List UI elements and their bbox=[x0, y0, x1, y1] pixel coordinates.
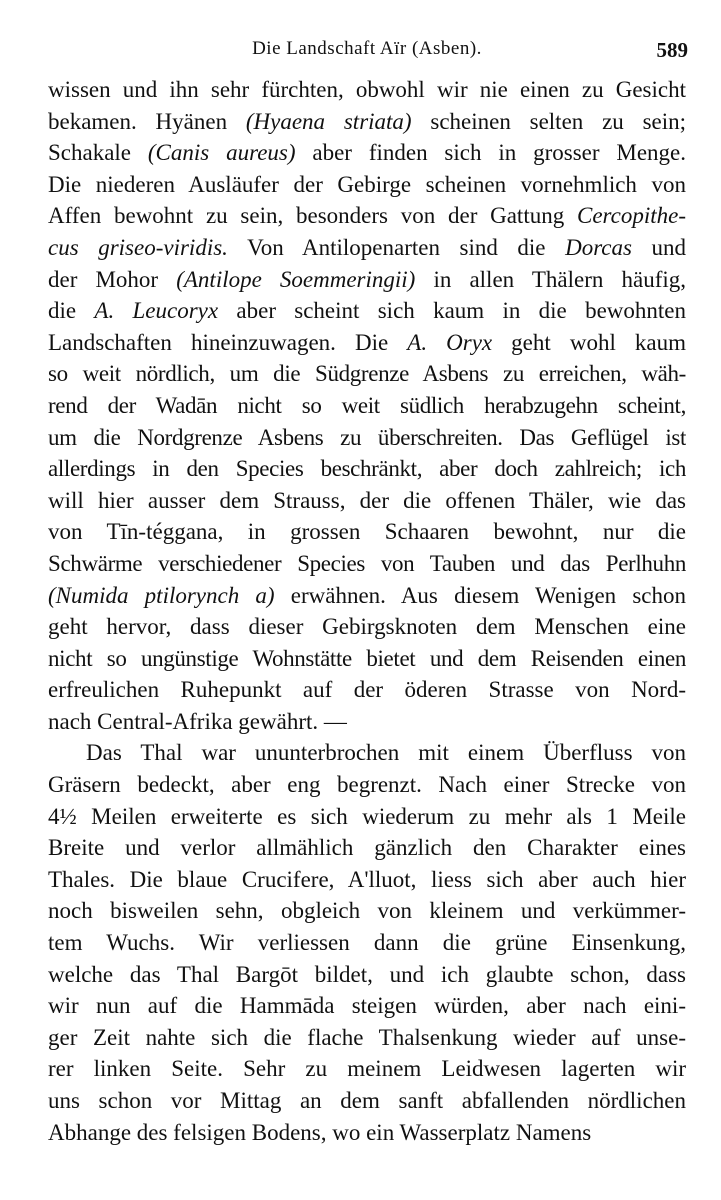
text-run: Affen bewohnt zu sein, besonders von der Gattung bbox=[48, 203, 577, 229]
running-title: Die Landschaft Aïr (Asben). bbox=[252, 38, 482, 59]
text-run: nicht so ungünstige Wohnstätte bietet und dem Reisenden einen bbox=[48, 645, 686, 671]
text-line bbox=[48, 232, 686, 264]
text-line bbox=[48, 1117, 686, 1149]
text-line bbox=[48, 611, 686, 643]
text-line bbox=[48, 706, 686, 738]
italic-term: (Canis aureus) bbox=[147, 140, 296, 166]
text-run: ger Zeit nahte sich die flache Thalsenkung wieder auf unse- bbox=[48, 1024, 686, 1050]
text-run: in allen Thälern häufig, bbox=[415, 266, 686, 292]
text-run: und bbox=[631, 234, 686, 260]
text-run: will hier ausser dem Strauss, der die offenen Thäler, wie das bbox=[48, 487, 686, 513]
text-line bbox=[48, 643, 686, 675]
text-run: scheinen selten zu sein; bbox=[411, 108, 686, 134]
text-line bbox=[48, 1022, 686, 1054]
text-run: bekamen. Hyänen bbox=[48, 108, 246, 134]
text-run: Gräsern bedeckt, aber eng begrenzt. Nach einer Strecke von bbox=[48, 772, 686, 798]
text-line bbox=[48, 106, 686, 138]
text-run: um die Nordgrenze Asbens zu überschreiten. Das Geflügel ist bbox=[48, 424, 686, 450]
text-line bbox=[48, 1085, 686, 1117]
italic-term: (Numida ptilorynch a) bbox=[48, 582, 275, 608]
text-line bbox=[48, 137, 686, 169]
text-run: Die niederen Ausläufer der Gebirge scheinen vornehmlich von bbox=[48, 171, 686, 197]
text-run: nach Central-Afrika gewährt. — bbox=[48, 708, 347, 734]
text-line bbox=[48, 674, 686, 706]
text-run: 4½ Meilen erweiterte es sich wiederum zu mehr als 1 Meile bbox=[48, 803, 686, 829]
running-head bbox=[48, 36, 686, 64]
text-run: wissen und ihn sehr fürchten, obwohl wir nie einen zu Gesicht bbox=[48, 77, 686, 102]
text-run: wir nun auf die Hammāda steigen würden, aber nach eini- bbox=[48, 993, 686, 1019]
text-line bbox=[48, 485, 686, 517]
text-run: welche das Thal Bargōt bildet, und ich glaubte schon, dass bbox=[48, 961, 686, 987]
text-line bbox=[48, 959, 686, 991]
text-run: geht wohl kaum bbox=[492, 329, 686, 355]
text-run: noch bisweilen sehn, obgleich von kleinem und verkümmer- bbox=[48, 898, 686, 924]
text-run: uns schon vor Mittag an dem sanft abfallenden nördlichen bbox=[48, 1088, 686, 1113]
text-run: rend der Wadān nicht so weit südlich herabzugehn scheint, bbox=[48, 392, 686, 418]
text-run: der Mohor bbox=[48, 266, 177, 292]
text-run: Abhange des felsigen Bodens, wo ein Wasserplatz Namens bbox=[48, 1119, 592, 1145]
text-line bbox=[48, 358, 686, 390]
text-line bbox=[48, 1053, 686, 1085]
text-run: Thales. Die blaue Crucifere, A'lluot, liess sich aber auch hier bbox=[48, 866, 686, 892]
text-run: Landschaften hineinzuwagen. Die bbox=[48, 329, 408, 355]
page-number: 589 bbox=[656, 38, 688, 62]
text-line bbox=[48, 737, 686, 769]
text-line bbox=[48, 453, 686, 485]
text-run: erwähnen. Aus diesem Wenigen schon bbox=[274, 582, 686, 608]
text-line bbox=[48, 548, 686, 580]
italic-term: (Antilope Soemmeringii) bbox=[176, 266, 416, 292]
text-run: geht hervor, dass dieser Gebirgsknoten dem Menschen eine bbox=[48, 614, 686, 640]
text-run: so weit nördlich, um die Südgrenze Asbens zu erreichen, wäh- bbox=[48, 361, 686, 387]
text-run: Breite und verlor allmählich gänzlich den Charakter eines bbox=[48, 835, 686, 861]
text-run: erfreulichen Ruhepunkt auf der öderen Strasse von Nord- bbox=[48, 677, 686, 703]
text-run: allerdings in den Species beschränkt, aber doch zahlreich; ich bbox=[48, 456, 686, 482]
text-line bbox=[48, 516, 686, 548]
text-line bbox=[48, 390, 686, 422]
text-run: Schwärme verschiedener Species von Tauben und das Perlhuhn bbox=[48, 550, 686, 576]
text-line bbox=[48, 801, 686, 833]
text-line bbox=[48, 927, 686, 959]
text-line bbox=[48, 327, 686, 359]
italic-term: A. Leucoryx bbox=[94, 298, 219, 324]
text-line bbox=[48, 864, 686, 896]
text-line bbox=[48, 264, 686, 296]
text-line bbox=[48, 74, 686, 106]
italic-term: Dorcas bbox=[565, 234, 632, 260]
text-run: von Tīn-téggana, in grossen Schaaren bewohnt, nur die bbox=[48, 519, 686, 545]
text-line bbox=[48, 580, 686, 612]
body-text bbox=[48, 74, 686, 1148]
text-line bbox=[48, 895, 686, 927]
italic-term: (Hyaena striata) bbox=[245, 108, 412, 134]
text-line bbox=[48, 200, 686, 232]
text-run: rer linken Seite. Sehr zu meinem Leidwesen lagerten wir bbox=[48, 1056, 686, 1082]
text-run: Schakale bbox=[48, 140, 148, 166]
text-line bbox=[48, 295, 686, 327]
text-line bbox=[48, 832, 686, 864]
italic-term: A. Oryx bbox=[407, 329, 493, 355]
text-run: tem Wuchs. Wir verliessen dann die grüne Einsenkung, bbox=[48, 930, 686, 956]
text-run: Das Thal war ununterbrochen mit einem Überfluss von bbox=[86, 740, 686, 766]
italic-term: Cercopithe- bbox=[576, 203, 686, 229]
text-line bbox=[48, 990, 686, 1022]
text-run: aber finden sich in grosser Menge. bbox=[295, 140, 686, 166]
text-run: aber scheint sich kaum in die bewohnten bbox=[218, 298, 686, 324]
text-line bbox=[48, 422, 686, 454]
text-line bbox=[48, 769, 686, 801]
text-run: Von Antilopenarten sind die bbox=[227, 234, 566, 260]
text-line bbox=[48, 169, 686, 201]
italic-term: cus griseo-viridis. bbox=[48, 234, 228, 260]
text-run: die bbox=[48, 298, 95, 324]
